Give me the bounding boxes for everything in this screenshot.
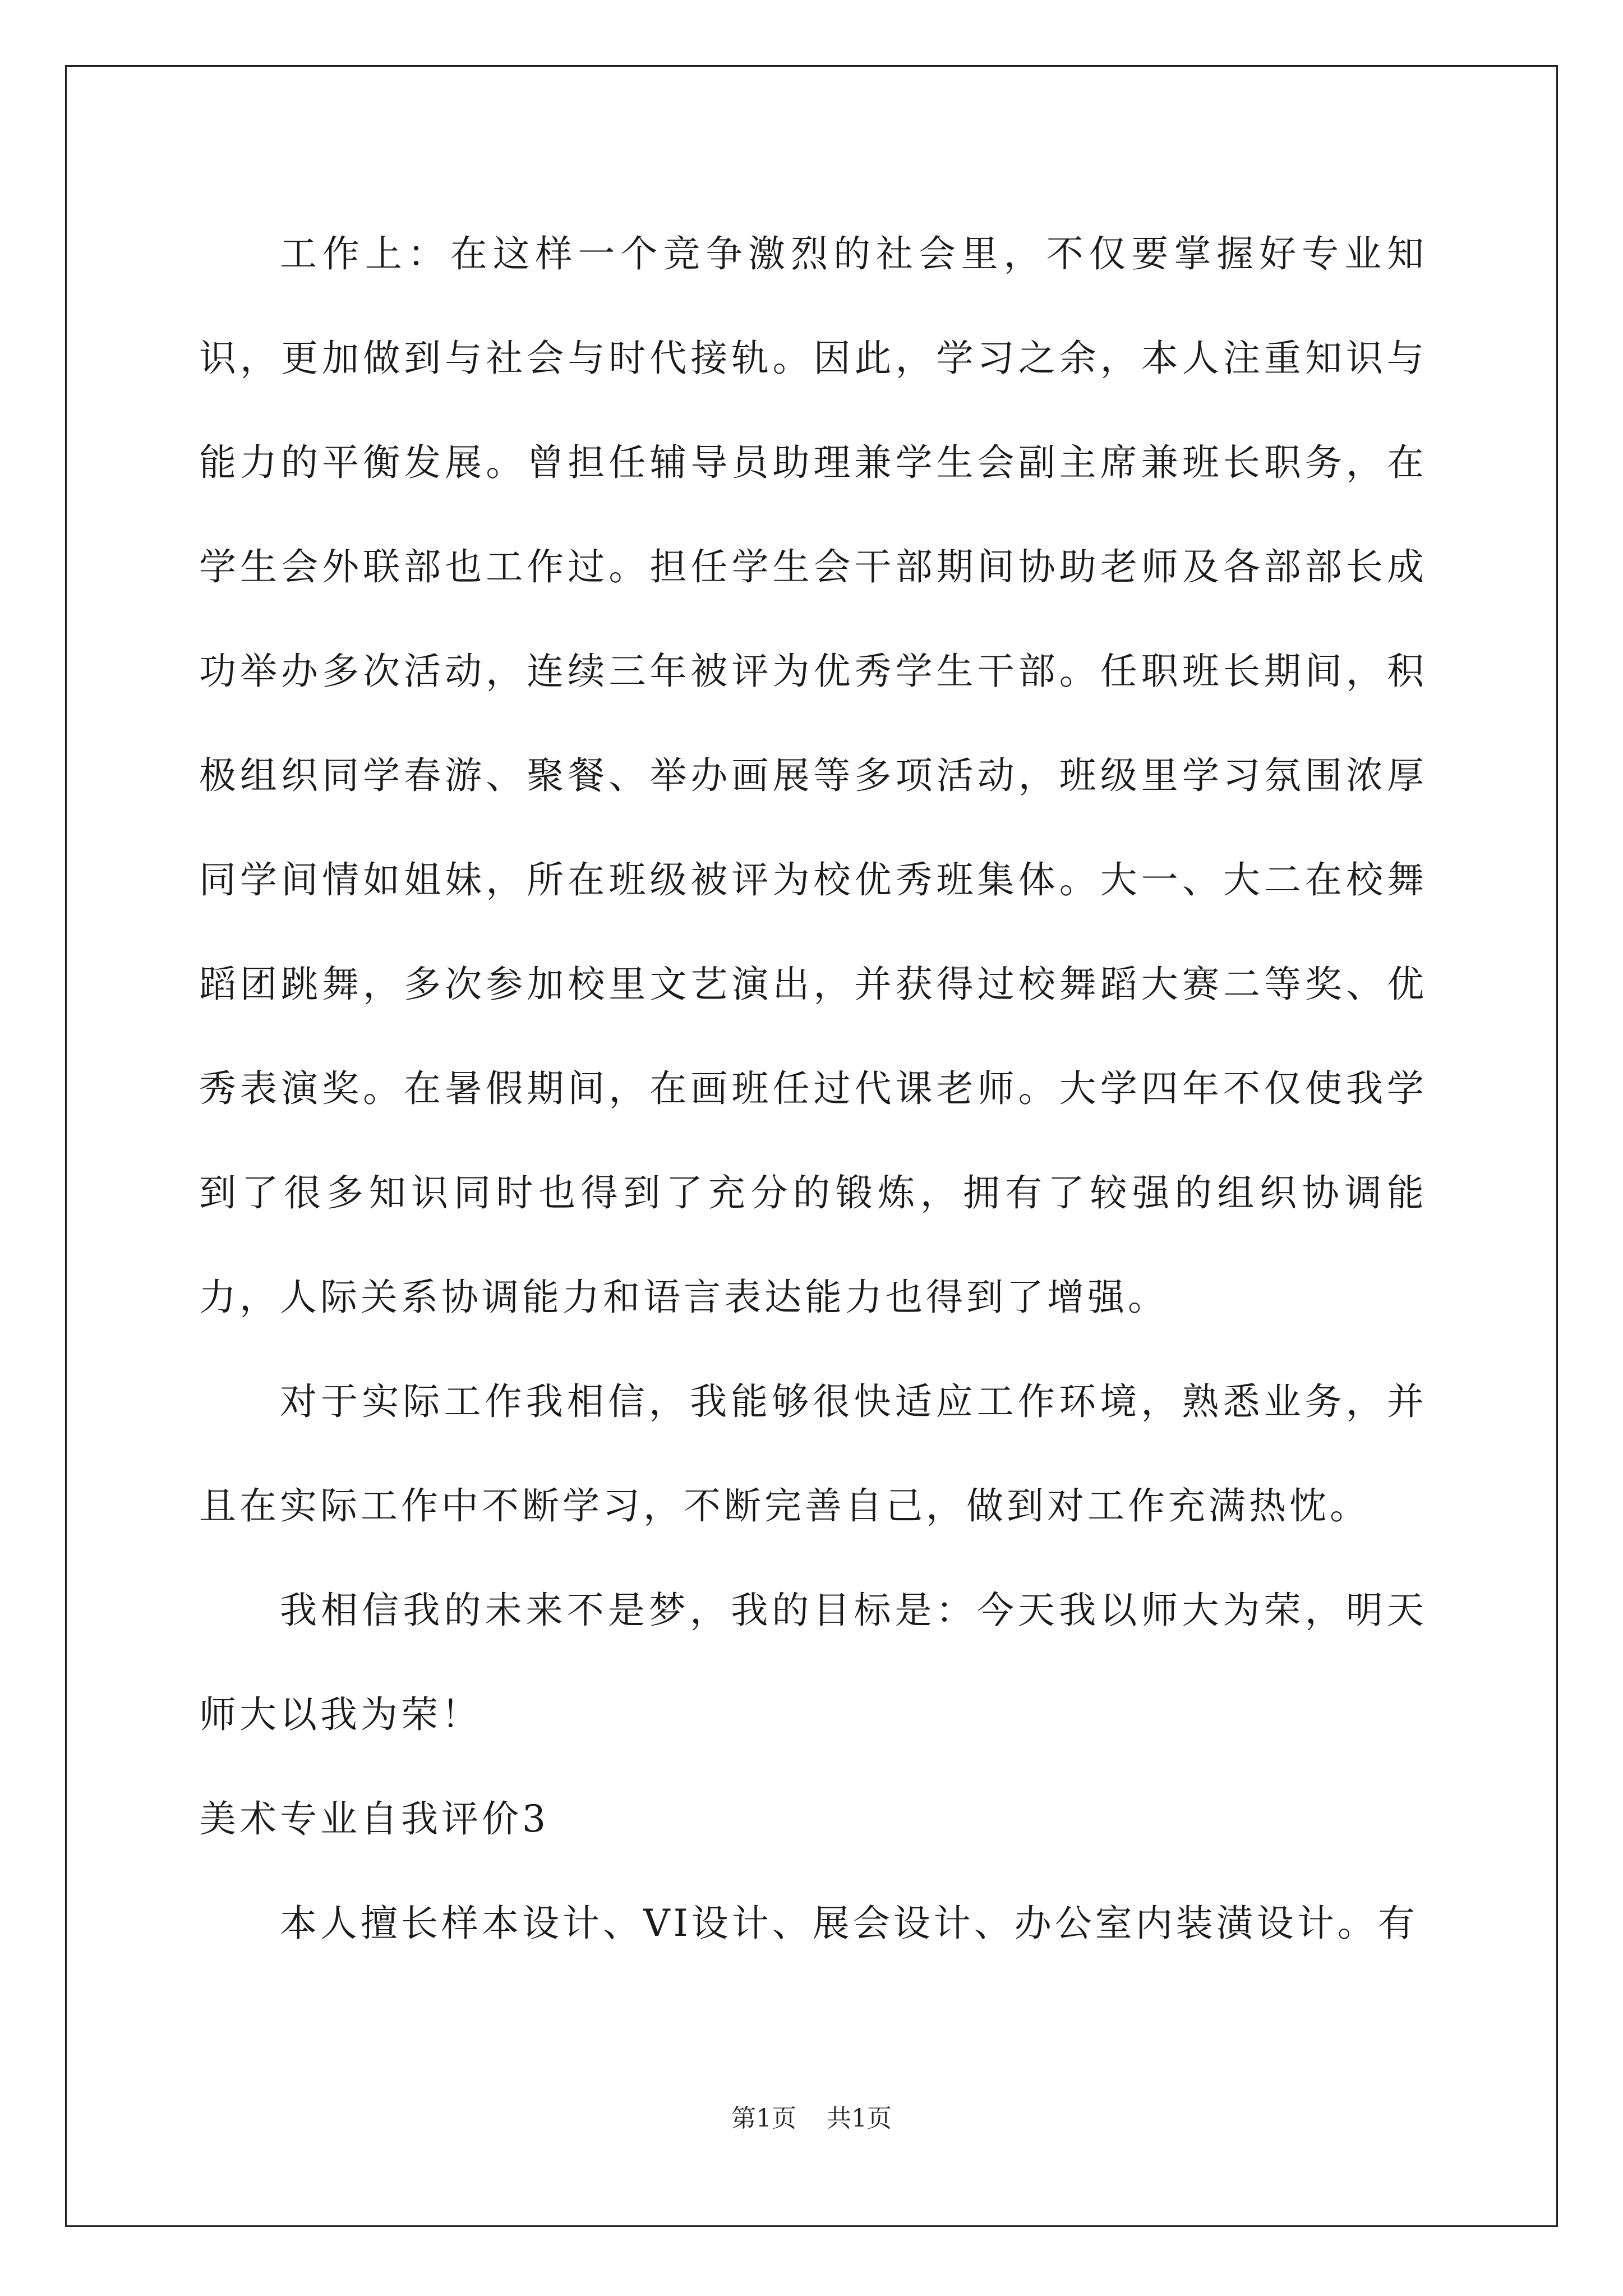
paragraph-dream: 我相信我的未来不是梦，我的目标是：今天我以师大为荣，明天师大以我为荣！: [199, 1589, 1427, 1736]
page-footer: [0, 2098, 1623, 2134]
paragraph-skills: 本人擅长样本设计、VI设计、展会设计、办公室内装潢设计。有: [280, 1902, 1418, 1945]
section-heading: 美术专业自我评价3: [199, 1797, 549, 1841]
document-body: [199, 202, 1427, 1976]
paragraph-confidence: 对于实际工作我相信，我能够很快适应工作环境，熟悉业务，并且在实际工作中不断学习，不断完善自己，做到对工作充满热忱。: [199, 1380, 1427, 1527]
paragraph-work: 工作上：在这样一个竞争激烈的社会里，不仅要掌握好专业知识，更加做到与社会与时代接轨。因此，学习之余，本人注重知识与能力的平衡发展。曾担任辅导员助理兼学生会副主席兼班长职务，在学生会外联部也工作过。担任学生会干部期间协助老师及各部部长成功举办多次活动，连续三年被评为优秀学生干部。任职班长期间，积极组织同学春游、聚餐、举办画展等多项活动，班级里学习氛围浓厚同学间情如姐妹，所在班级被评为校优秀班集体。大一、大二在校舞蹈团跳舞，多次参加校里文艺演出，并获得过校舞蹈大赛二等奖、优秀表演奖。在暑假期间，在画班任过代课老师。大学四年不仅使我学到了很多知识同时也得到了充分的锻炼，拥有了较强的组织协调能力，人际关系协调能力和语言表达能力也得到了增强。: [199, 232, 1427, 1319]
page-number: 第1页: [731, 2104, 796, 2133]
page-total: 共1页: [827, 2104, 892, 2133]
